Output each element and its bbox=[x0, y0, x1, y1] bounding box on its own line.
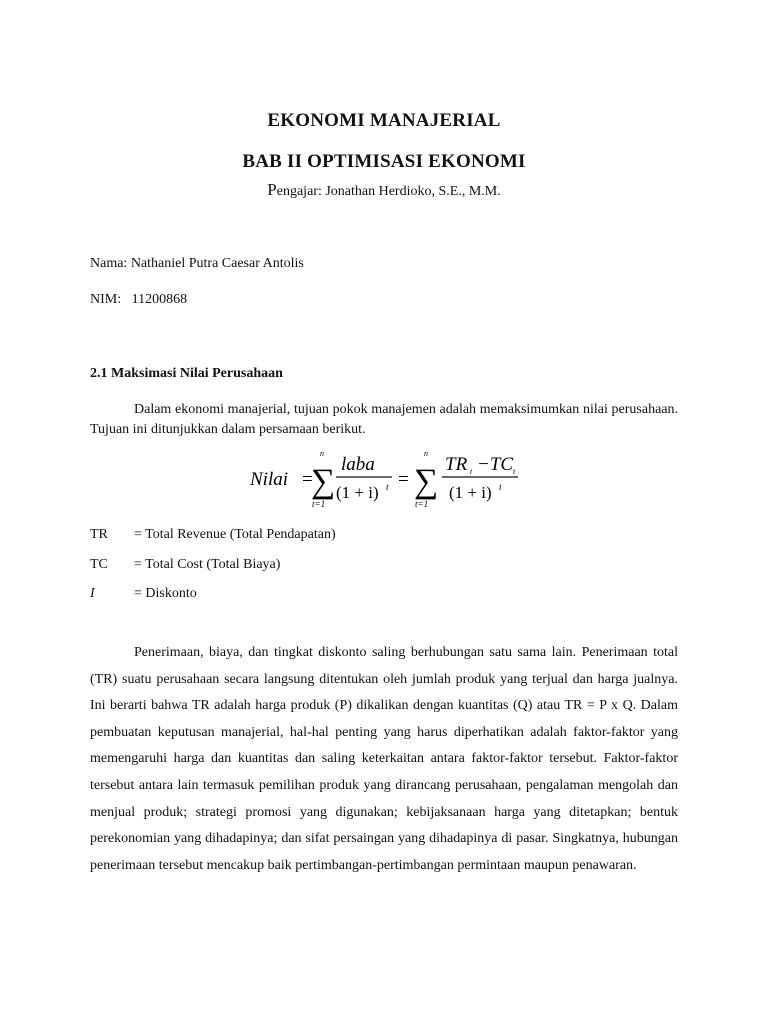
term2-tc: −TC bbox=[477, 454, 514, 475]
lecturer-line bbox=[0, 180, 768, 200]
sum-lower-2: t=1 bbox=[415, 499, 429, 509]
formula-equals-2: = bbox=[398, 469, 409, 490]
formula-lhs: Nilai bbox=[250, 469, 289, 490]
sum-upper-1: n bbox=[320, 449, 324, 458]
document-title: EKONOMI MANAJERIAL bbox=[267, 110, 501, 131]
student-name: Nama: Nathaniel Putra Caesar Antolis bbox=[90, 256, 304, 271]
term1-numerator: laba bbox=[341, 454, 375, 475]
chapter-title: BAB II OPTIMISASI EKONOMI bbox=[242, 151, 526, 172]
value-formula bbox=[248, 448, 520, 515]
paragraph-intro: Dalam ekonomi manajerial, tujuan pokok manajemen adalah memaksimumkan nilai perusahaan. Tujuan ini ditunjukkan dalam persamaan berikut. bbox=[90, 402, 678, 437]
lecturer-text: engajar: Jonathan Herdioko, S.E., M.M. bbox=[276, 184, 501, 199]
term2-exponent: t bbox=[499, 482, 502, 492]
sigma-2: ∑ bbox=[414, 463, 439, 500]
student-nim: NIM: 11200868 bbox=[90, 292, 188, 307]
section-heading: 2.1 Maksimasi Nilai Perusahaan bbox=[90, 366, 283, 381]
definition-term: TC bbox=[90, 557, 108, 572]
sum-upper-2: n bbox=[424, 449, 428, 458]
definition-term: TR bbox=[90, 527, 108, 542]
lecturer-initial: P bbox=[267, 180, 277, 199]
definition-desc: = Total Revenue (Total Pendapatan) bbox=[134, 527, 336, 542]
term2-tc-sub: t bbox=[513, 467, 516, 476]
formula-graphic bbox=[248, 448, 520, 510]
sigma-1: ∑ bbox=[311, 463, 336, 500]
term1-denominator: (1 + i) bbox=[336, 483, 379, 502]
term2-tr-sub: t bbox=[470, 467, 473, 476]
paragraph-revenue: Penerimaan, biaya, dan tingkat diskonto saling berhubungan satu sama lain. Penerimaan total (TR) suatu perusahaan secara langsung ditentukan oleh jumlah produk yang terjual dan harga jualnya. Ini berarti bahwa TR adalah harga produk (P) dikalikan dengan kuantitas (Q) atau TR = P x Q. Dalam pembuatan keputusan manajerial, hal-hal penting yang harus diperhatikan adalah faktor-faktor yang memengaruhi harga dan kuantitas dan saling keterkaitan antara faktor-faktor tersebut. Faktor-faktor tersebut antara lain termasuk pemilihan produk yang dirancang perusahaan, pengalaman mengolah dan menjual produk; strategi promosi yang digunakan; kebijaksanaan harga yang ditetapkan; bentuk perekonomian yang dihadapinya; dan sifat persaingan yang dihadapinya di pasar. Singkatnya, hubungan penerimaan tersebut mencakup baik pertimbangan-pertimbangan permintaan maupun penawaran. bbox=[90, 645, 678, 873]
term2-tr: TR bbox=[445, 454, 468, 475]
formula-equals-1: = bbox=[302, 469, 313, 490]
definition-term: I bbox=[90, 586, 95, 601]
definition-desc: = Diskonto bbox=[134, 586, 197, 601]
sum-lower-1: t=1 bbox=[312, 499, 326, 509]
definition-desc: = Total Cost (Total Biaya) bbox=[134, 557, 281, 572]
term2-denominator: (1 + i) bbox=[449, 483, 492, 502]
term1-exponent: t bbox=[386, 482, 389, 492]
